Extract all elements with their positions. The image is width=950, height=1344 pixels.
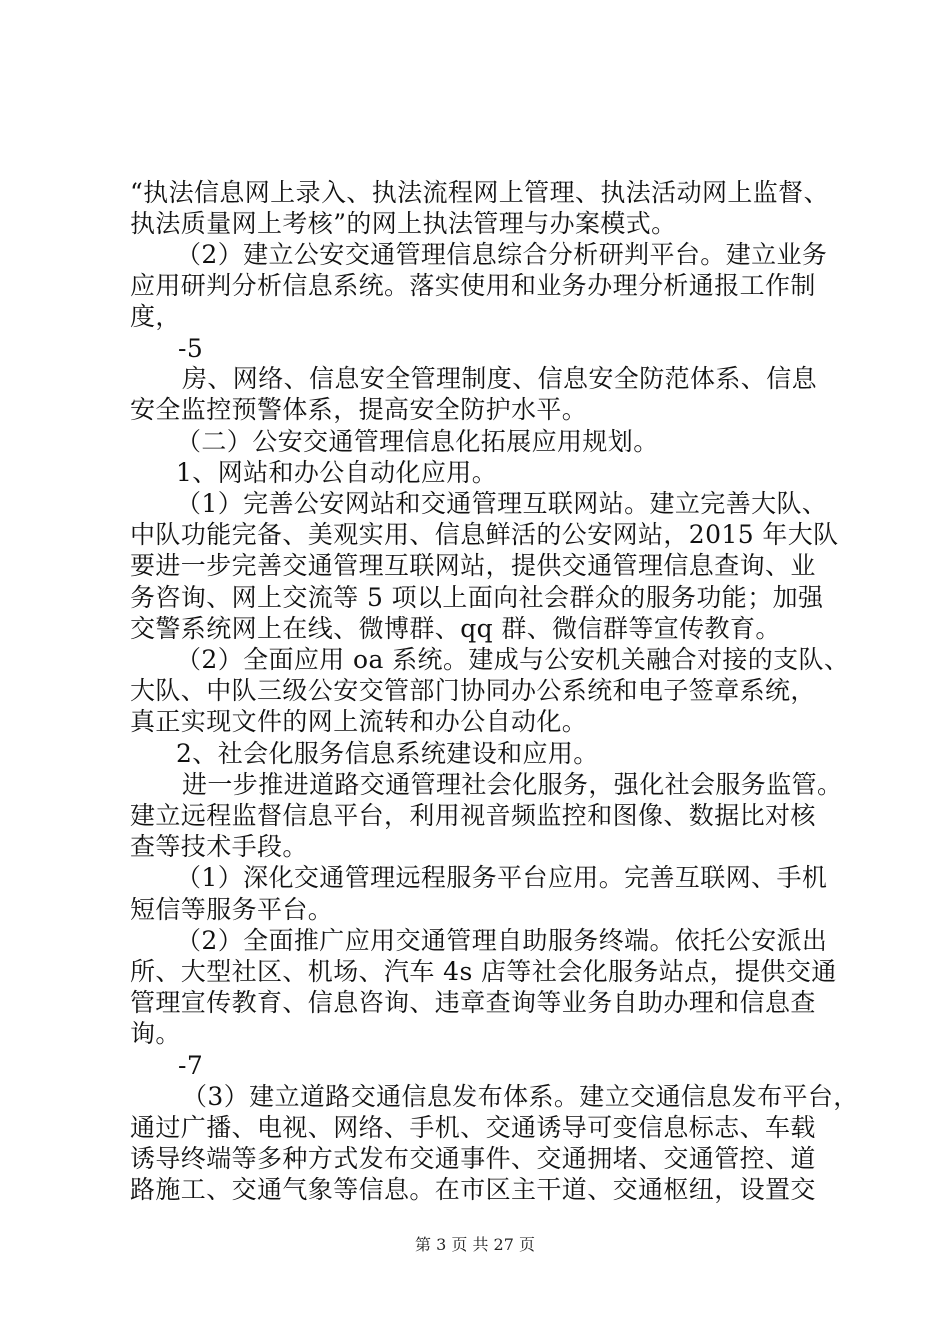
text-line: 建立远程监督信息平台，利用视音频监控和图像、数据比对核 [130,801,816,830]
text-line: 安全监控预警体系，提高安全防护水平。 [130,395,588,424]
text-line: 务咨询、网上交流等 5 项以上面向社会群众的服务功能；加强 [130,583,824,612]
text-line: 诱导终端等多种方式发布交通事件、交通拥堵、交通管控、道 [130,1144,816,1173]
text-line: （2）建立公安交通管理信息综合分析研判平台。建立业务 [176,240,828,269]
text-line: 询。 [130,1019,181,1048]
text-line: 短信等服务平台。 [130,895,334,924]
text-line: 要进一步完善交通管理互联网站，提供交通管理信息查询、业 [130,551,816,580]
text-line: 度， [130,302,181,331]
text-line: 查等技术手段。 [130,832,308,861]
text-line: 房、网络、信息安全管理制度、信息安全防范体系、信息 [182,364,818,393]
text-line: 应用研判分析信息系统。落实使用和业务办理分析通报工作制 [130,271,816,300]
text-line: 真正实现文件的网上流转和办公自动化。 [130,707,588,736]
text-line: 通过广播、电视、网络、手机、交通诱导可变信息标志、车载 [130,1113,816,1142]
text-line: 进一步推进道路交通管理社会化服务，强化社会服务监管。 [182,770,843,799]
text-line: （1）完善公安网站和交通管理互联网站。建立完善大队、 [176,489,828,518]
text-line: 交警系统网上在线、微博群、qq 群、微信群等宣传教育。 [130,614,781,643]
text-line: （1）深化交通管理远程服务平台应用。完善互联网、手机 [176,863,828,892]
text-line: （3）建立道路交通信息发布体系。建立交通信息发布平台， [182,1082,859,1111]
text-line: 执法质量网上考核”的网上执法管理与办案模式。 [130,209,677,238]
text-line: 大队、中队三级公安交管部门协同办公系统和电子签章系统， [130,676,816,705]
page-footer: 第 3 页 共 27 页 [415,1235,535,1254]
page-marker: -5 [178,334,204,363]
subsection-heading: 2、社会化服务信息系统建设和应用。 [176,739,599,768]
text-line: “执法信息网上录入、执法流程网上管理、执法活动网上监督、 [130,178,829,207]
text-line: （2）全面推广应用交通管理自助服务终端。依托公安派出 [176,926,828,955]
subsection-heading: 1、网站和办公自动化应用。 [176,458,498,487]
text-line: 管理宣传教育、信息咨询、违章查询等业务自助办理和信息查 [130,988,816,1017]
text-line: 所、大型社区、机场、汽车 4s 店等社会化服务站点，提供交通 [130,957,837,986]
text-line: 中队功能完备、美观实用、信息鲜活的公安网站，2015 年大队 [130,520,839,549]
page-marker: -7 [178,1051,204,1080]
text-line: （2）全面应用 oa 系统。建成与公安机关融合对接的支队、 [176,645,850,674]
text-line: 路施工、交通气象等信息。在市区主干道、交通枢纽，设置交 [130,1175,816,1204]
section-heading: （二）公安交通管理信息化拓展应用规划。 [176,427,659,456]
